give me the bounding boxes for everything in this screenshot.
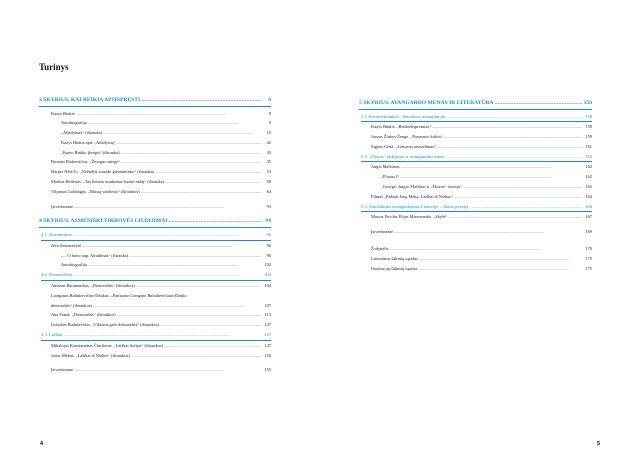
toc-leader-dots <box>446 112 582 122</box>
toc-leader-dots <box>437 142 582 152</box>
toc-leader-dots <box>73 230 261 240</box>
toc-entry-page: 104 <box>264 272 271 278</box>
toc-leader-dots <box>136 281 261 291</box>
toc-entry-label: Bronius Radzevičius. „Žmogus sniege“ <box>51 159 121 165</box>
toc-leader-dots <box>76 109 261 119</box>
toc-entry-page: 163 <box>585 184 592 190</box>
toc-entry-page: 102 <box>264 262 271 268</box>
toc-entry-page: 158 <box>585 124 592 130</box>
toc-entry[interactable] <box>39 281 271 291</box>
toc-entry[interactable] <box>359 227 592 237</box>
toc-entry-page: 159 <box>585 134 592 140</box>
toc-entry-page: 162 <box>585 153 592 159</box>
toc-entry-label: Kazys Binkis. „Radioekspromtas“ <box>371 124 432 130</box>
toc-right <box>359 98 592 273</box>
toc-entry[interactable] <box>359 192 592 202</box>
toc-entry-label: 4.2. Dienoraščiai <box>41 272 73 278</box>
toc-entry-page: 96 <box>266 252 271 258</box>
toc-entry-label: Įsivertiname <box>51 367 73 373</box>
toc-leader-dots <box>73 270 261 280</box>
page-number-right: 5 <box>597 441 601 447</box>
toc-entry-page: 147 <box>264 331 271 337</box>
toc-entry[interactable] <box>359 254 592 264</box>
toc-entry-page: 164 <box>585 193 592 199</box>
toc-entry-page: 42 <box>266 139 271 145</box>
toc-entry-page: 150 <box>264 352 271 358</box>
toc-entry[interactable] <box>359 132 592 142</box>
toc-entry-label: Icchokas Rudaševskis. „Vilniaus geto dienoraštis“ (ištraukos) <box>51 322 160 328</box>
toc-entry[interactable] <box>39 138 271 148</box>
toc-entry-page: 8 <box>268 110 271 116</box>
toc-entry-page: 64 <box>266 188 271 194</box>
toc-leader-dots <box>117 138 261 148</box>
toc-entry-label: 3 SKYRIUS. KAI REIKIA APSISPRĘSTI <box>39 97 141 103</box>
toc-chapter[interactable] <box>39 216 271 228</box>
toc-entry[interactable] <box>39 310 271 320</box>
toc-entry-label: Autobiografija <box>61 262 87 268</box>
toc-leader-dots <box>419 254 582 264</box>
toc-leader-dots <box>141 95 261 106</box>
toc-entry-label: Markus Heilenas. „Tas keistas nutikimas šuniui naktį“ (ištrauka) <box>51 179 165 185</box>
toc-leader-dots <box>463 182 582 192</box>
toc-leader-dots <box>165 177 261 187</box>
toc-entry-page: 10 <box>266 130 271 136</box>
toc-entry-label: Autobiografija <box>61 120 87 126</box>
toc-leader-dots <box>168 216 261 227</box>
toc-leader-dots <box>74 202 261 212</box>
toc-entry[interactable] <box>39 187 271 197</box>
toc-chapter[interactable] <box>359 98 592 110</box>
toc-entry[interactable] <box>39 251 271 261</box>
toc-leader-dots <box>445 152 582 162</box>
toc-entry-label: 4.3. Laiškai <box>41 331 63 337</box>
toc-entry[interactable] <box>39 260 271 270</box>
toc-leader-dots <box>141 187 261 197</box>
toc-entry-label: 5.1. Keturvėjininkai – literatūros atnaujintojai <box>361 113 446 119</box>
toc-section[interactable] <box>361 202 592 213</box>
toc-leader-dots <box>432 122 582 132</box>
toc-entry-label: Kazys Binkis <box>51 110 75 116</box>
toc-entry-label: Ana Frank. „Dienoraštis“ (ištraukos) <box>51 312 116 318</box>
toc-leader-dots <box>117 310 261 320</box>
toc-entry-label: „Atlailymas“ (ištrauka) <box>61 130 103 136</box>
toc-entry-label: Sigitas Geda. „Lietuvos atsiradimas“ <box>371 143 436 149</box>
toc-entry-label: „Fluxus I“ <box>381 174 400 180</box>
toc-section[interactable] <box>41 270 271 281</box>
page-number-left: 4 <box>40 441 44 447</box>
toc-entry-page: 169 <box>585 229 592 235</box>
page-title: Turinys <box>39 62 69 72</box>
toc-entry[interactable] <box>39 341 271 351</box>
toc-entry[interactable] <box>39 157 271 167</box>
toc-entry[interactable] <box>359 162 592 172</box>
toc-entry-label: Mikalojus Konstantinas Čiurlionis. „Laiškai Sofijai“ (ištraukos) <box>51 342 164 348</box>
toc-entry[interactable] <box>359 172 592 182</box>
toc-entry[interactable] <box>359 182 592 192</box>
right-page <box>320 0 640 464</box>
toc-entry-label: Žodynėlis <box>371 246 389 252</box>
toc-entry-page: 158 <box>585 113 592 119</box>
toc-leader-dots <box>82 241 261 251</box>
toc-entry-page: 166 <box>585 203 592 209</box>
toc-entry-label: „... O buvo taip. Atradimas“ (ištrauka) <box>61 252 129 258</box>
toc-entry[interactable] <box>39 177 271 187</box>
toc-entry[interactable] <box>39 109 271 119</box>
toc-entry-label: Jurgis Mačiūnas <box>371 164 400 170</box>
toc-entry-label: 5.3. Šiuolaikinis avangardizmas Lietuvoje – slamo poezija <box>361 203 469 209</box>
toc-entry-page: 162 <box>585 164 592 170</box>
toc-leader-dots <box>401 162 582 172</box>
toc-entry-label: Jeva Simonaitytė <box>51 242 82 248</box>
toc-entry-page: 107 <box>264 302 271 308</box>
toc-entry-page: 155 <box>264 367 271 373</box>
toc-entry-page: 9 <box>268 120 271 126</box>
toc-leader-dots <box>103 128 261 138</box>
toc-entry-page: 162 <box>585 174 592 180</box>
toc-entry[interactable] <box>39 301 271 311</box>
toc-entry-label: Viljamas Goldingas. „Musių valdovas“ (ištraukos) <box>51 188 140 194</box>
toc-leader-dots <box>88 260 261 270</box>
toc-entry-page: 6 <box>268 97 271 103</box>
toc-leader-dots <box>64 330 261 340</box>
toc-spacer <box>359 237 592 244</box>
toc-leader-dots <box>129 251 261 261</box>
toc-leader-dots <box>164 341 261 351</box>
toc-leader-dots <box>400 172 582 182</box>
toc-entry-label: „George: Jurgio Mačiūno ir „Fluxus“ istorija“ <box>381 184 462 190</box>
toc-entry-label: Įsivertiname <box>371 229 393 235</box>
toc-entry-page: 170 <box>585 246 592 252</box>
toc-entry-label: Jonas Mekas. „Laiškai iš Niekur“ (ištraukos) <box>51 352 130 358</box>
toc-leader-dots <box>88 118 261 128</box>
toc-entry[interactable] <box>39 118 271 128</box>
toc-entry-page: 96 <box>266 231 271 237</box>
toc-entry-label: Marius Povilas Elijas Martynenko. „Skylė“ <box>371 214 448 220</box>
toc-section[interactable] <box>41 230 271 241</box>
toc-entry-label: 4.1. Atsiminimai <box>41 231 72 237</box>
toc-entry-label: Įsivertiname <box>51 203 73 209</box>
toc-leader-dots <box>495 98 582 109</box>
toc-entry-page: 104 <box>264 282 271 288</box>
toc-entry-page: 94 <box>265 218 271 225</box>
toc-entry[interactable] <box>359 212 592 222</box>
toc-leader-dots <box>93 301 261 311</box>
toc-entry[interactable] <box>39 148 271 158</box>
toc-entry-label: Filmas „Pažinti Joną Meką. Laiškai iš Niekur“ <box>371 193 453 199</box>
toc-entry-page: 96 <box>266 242 271 248</box>
toc-section[interactable] <box>41 330 271 341</box>
toc-entry-page: 113 <box>264 312 271 318</box>
toc-leader-dots <box>160 320 261 330</box>
toc-section[interactable] <box>361 112 592 123</box>
toc-entry-page: 53 <box>266 169 271 175</box>
toc-entry-page: 93 <box>266 203 271 209</box>
toc-entry[interactable] <box>39 167 271 177</box>
toc-entry-page: 147 <box>264 342 271 348</box>
toc-entry[interactable] <box>39 351 271 361</box>
toc-entry-label: Juozas Žlabys-Žengė. „Pavasario kalvis“ <box>371 134 443 140</box>
toc-entry-label: Antanas Baranauskas. „Dienoraštis“ (ištraukos) <box>51 282 135 288</box>
toc-leader-dots <box>390 244 582 254</box>
toc-leader-dots <box>394 227 582 237</box>
toc-left <box>39 95 271 375</box>
toc-section[interactable] <box>361 152 592 163</box>
toc-entry-label: Iliustracijų šaltinių sąrašas <box>371 265 418 271</box>
toc-entry-label: 5 SKYRIUS. AVANGARDO MENAS IR LITERATŪRA <box>359 100 494 106</box>
toc-entry-label: Harper Nelė Li. „Nežudyk strazdo giesmininko“ (ištrauka) <box>51 169 155 175</box>
toc-entry[interactable] <box>359 142 592 152</box>
toc-entry-label: „Kazio Binkio įkvėpti“ (ištrauka) <box>61 149 120 155</box>
toc-entry-page: 43 <box>266 149 271 155</box>
toc-entry[interactable] <box>39 241 271 251</box>
toc-leader-dots <box>121 148 261 158</box>
toc-entry-label: Kazys Binkis apie „Atlailymą“ <box>61 139 116 145</box>
toc-entry[interactable] <box>39 202 271 212</box>
toc-entry-label: Literatūros šaltinių sąrašas <box>371 255 418 261</box>
toc-entry-page: 156 <box>583 100 592 106</box>
toc-chapter[interactable] <box>39 95 271 107</box>
toc-leader-dots <box>444 132 582 142</box>
toc-leader-dots <box>74 365 261 375</box>
toc-entry[interactable] <box>359 244 592 254</box>
toc-leader-dots <box>448 212 582 222</box>
toc-entry[interactable] <box>39 128 271 138</box>
toc-leader-dots <box>131 351 261 361</box>
toc-entry-label: 5.2. „Fluxus“ judėjimas ir avangardinis kinas <box>361 153 445 159</box>
toc-leader-dots <box>454 192 582 202</box>
toc-entry-page: 58 <box>266 179 271 185</box>
toc-entry[interactable] <box>359 264 592 274</box>
toc-entry-label: 4 SKYRIUS. ASMENIŠKI TIKROVĖS LIUDIJIMAI <box>39 218 168 225</box>
toc-entry-page: 175 <box>585 265 592 271</box>
toc-leader-dots <box>155 167 261 177</box>
toc-entry-label: dienoraštis“ (ištraukos) <box>51 302 92 308</box>
toc-entry-page: 45 <box>266 159 271 165</box>
toc-entry[interactable] <box>39 291 271 301</box>
toc-entry[interactable] <box>39 320 271 330</box>
toc-leader-dots <box>121 157 261 167</box>
toc-entry-page: 167 <box>585 214 592 220</box>
toc-entry[interactable] <box>359 122 592 132</box>
toc-leader-dots <box>469 202 582 212</box>
toc-leader-dots <box>419 264 582 274</box>
toc-entry[interactable] <box>39 365 271 375</box>
toc-entry-page: 137 <box>264 322 271 328</box>
toc-entry-label: Lionginas Baliukevičius-Dzūkas. „Partizano Liongino Baliukevičiaus-Dzūko <box>51 292 187 298</box>
toc-entry-page: 175 <box>585 255 592 261</box>
toc-entry-page: 161 <box>585 143 592 149</box>
